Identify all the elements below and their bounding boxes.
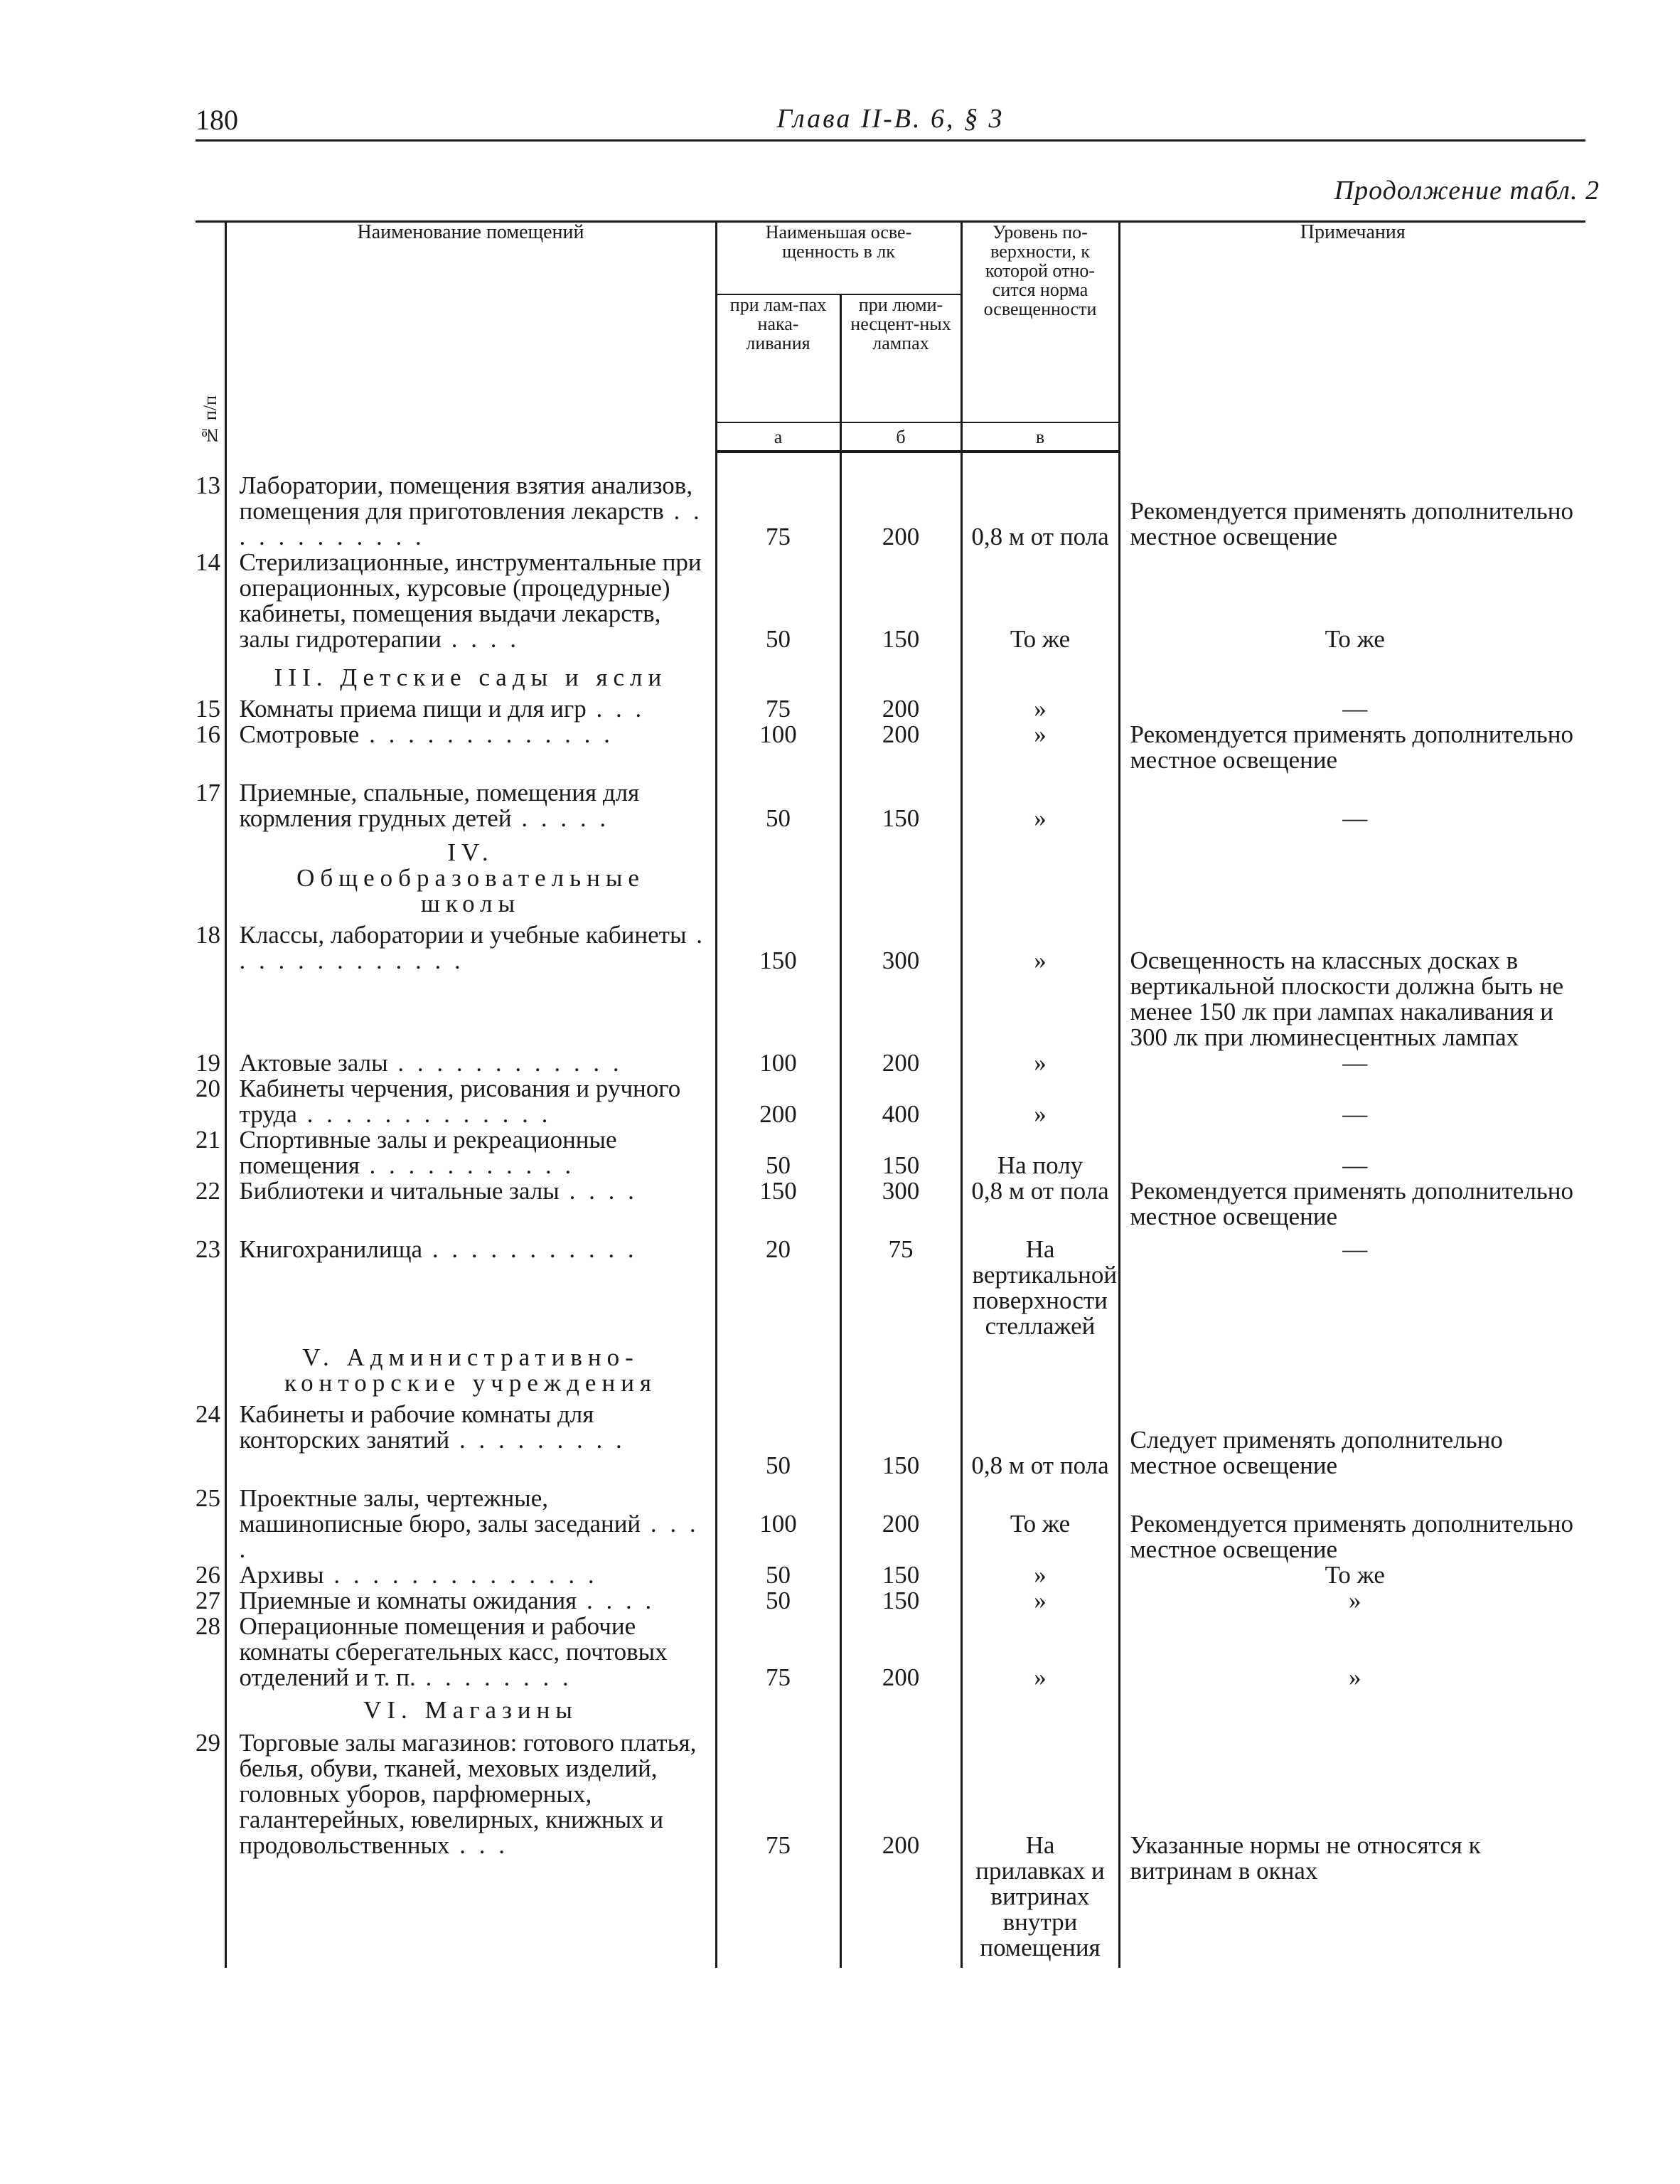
room-name: Лаборатории, помещения взятия анализов, помещения для приготовления лекарств . . . . . . . . . . . . — [225, 473, 716, 550]
room-name: Актовые залы . . . . . . . . . . . . — [225, 1050, 716, 1076]
section-heading: VI. Магазины — [225, 1690, 716, 1730]
table-row — [196, 1588, 1585, 1614]
header-rule — [196, 139, 1585, 142]
page-number: 180 — [196, 104, 238, 136]
col-header-notes: Примечания — [1119, 222, 1585, 452]
room-name: Торговые залы магазинов: готового платья, белья, обуви, тканей, меховых изделий, головных уборов, парфюмерных, галантерейных, ювелирных, книжных и продовольственных . . . — [225, 1730, 716, 1968]
value-incandescent: 100 — [716, 1479, 840, 1562]
surface-level: На вертикальной поверхности стеллажей — [961, 1230, 1119, 1339]
value-fluorescent: 200 — [840, 473, 961, 550]
col-header-number-text: № п/п — [199, 395, 220, 446]
surface-level: 0,8 м от пола — [961, 1402, 1119, 1479]
table-row — [196, 1127, 1585, 1178]
section-row — [196, 1690, 1585, 1730]
section-row — [196, 1339, 1585, 1402]
value-incandescent: 150 — [716, 1178, 840, 1230]
value-incandescent: 50 — [716, 1588, 840, 1614]
table-row — [196, 1230, 1585, 1339]
section-heading: III. Детские сады и ясли — [225, 652, 716, 696]
note: — — [1119, 696, 1585, 722]
value-fluorescent: 150 — [840, 550, 961, 652]
note: — — [1119, 1076, 1585, 1127]
note: Освещенность на классных досках в вертикальной плоскости должна быть не менее 150 лк при лампах накаливания и 300 лк при люминесцентных лампах — [1119, 922, 1585, 1050]
row-number: 22 — [196, 1177, 220, 1205]
col-header-number — [196, 222, 225, 452]
value-incandescent: 100 — [716, 1050, 840, 1076]
table-continuation-label: Продолжение табл. 2 — [1334, 176, 1600, 206]
note: То же — [1119, 550, 1585, 652]
surface-level: На полу — [961, 1127, 1119, 1178]
table-row — [196, 1402, 1585, 1479]
row-number: 26 — [196, 1561, 220, 1589]
col-letter-a: а — [716, 422, 840, 452]
note: Указанные нормы не относятся к витринам в окнах — [1119, 1730, 1585, 1968]
note: Рекомендуется применять дополнительно местное освещение — [1119, 473, 1585, 550]
room-name: Проектные залы, чертежные, машинописные бюро, залы заседаний . . . . — [225, 1479, 716, 1562]
surface-level: » — [961, 722, 1119, 773]
value-fluorescent: 200 — [840, 1614, 961, 1690]
table-row — [196, 1614, 1585, 1690]
row-number: 18 — [196, 921, 220, 949]
row-number: 17 — [196, 779, 220, 806]
col-letter-v: в — [961, 422, 1119, 452]
surface-level: » — [961, 1588, 1119, 1614]
surface-level: На прилавках и витринах внутри помещения — [961, 1730, 1119, 1968]
value-incandescent: 20 — [716, 1230, 840, 1339]
row-number: 25 — [196, 1484, 220, 1512]
note: — — [1119, 1230, 1585, 1339]
chapter-title: Глава II-В. 6, § 3 — [776, 104, 1005, 134]
section-heading: IV. Общеобразовательные школы — [225, 831, 716, 922]
table-row — [196, 1178, 1585, 1230]
value-fluorescent: 200 — [840, 696, 961, 722]
room-name: Смотровые . . . . . . . . . . . . . — [225, 722, 716, 773]
value-fluorescent: 200 — [840, 1050, 961, 1076]
surface-level: То же — [961, 1479, 1119, 1562]
table-row — [196, 550, 1585, 652]
note: — — [1119, 1050, 1585, 1076]
room-name: Стерилизационные, инструментальные при операционных, курсовые (процедурные) кабинеты, помещения выдачи лекарств, залы гидротерапии . . . . — [225, 550, 716, 652]
value-incandescent: 75 — [716, 473, 840, 550]
table-row — [196, 696, 1585, 722]
note: » — [1119, 1614, 1585, 1690]
value-incandescent: 75 — [716, 696, 840, 722]
surface-level: » — [961, 773, 1119, 831]
note: Рекомендуется применять дополнительно местное освещение — [1119, 1479, 1585, 1562]
room-name: Комнаты приема пищи и для игр . . . — [225, 696, 716, 722]
value-fluorescent: 400 — [840, 1076, 961, 1127]
value-fluorescent: 150 — [840, 1588, 961, 1614]
table-row — [196, 1479, 1585, 1562]
value-incandescent: 200 — [716, 1076, 840, 1127]
table-row — [196, 922, 1585, 1050]
room-name: Спортивные залы и рекреационные помещения . . . . . . . . . . . — [225, 1127, 716, 1178]
row-number: 20 — [196, 1075, 220, 1102]
room-name: Приемные, спальные, помещения для кормления грудных детей . . . . . — [225, 773, 716, 831]
page-header — [196, 103, 1585, 139]
row-number: 27 — [196, 1587, 220, 1614]
value-fluorescent: 150 — [840, 1127, 961, 1178]
surface-level: » — [961, 696, 1119, 722]
note: — — [1119, 1127, 1585, 1178]
note: » — [1119, 1588, 1585, 1614]
col-header-incandescent: при лам-пах нака-ливания — [716, 294, 840, 422]
value-incandescent: 50 — [716, 550, 840, 652]
value-fluorescent: 200 — [840, 722, 961, 773]
row-number: 23 — [196, 1235, 220, 1263]
value-incandescent: 50 — [716, 1562, 840, 1588]
surface-level: » — [961, 1050, 1119, 1076]
surface-level: » — [961, 1076, 1119, 1127]
col-letter-b: б — [840, 422, 961, 452]
surface-level: То же — [961, 550, 1119, 652]
value-incandescent: 50 — [716, 773, 840, 831]
table-row — [196, 773, 1585, 831]
table-row — [196, 1730, 1585, 1968]
room-name: Операционные помещения и рабочие комнаты сберегательных касс, почтовых отделений и т. п. . . . . . . . . — [225, 1614, 716, 1690]
illumination-table — [196, 220, 1585, 1968]
note: — — [1119, 773, 1585, 831]
row-number: 14 — [196, 548, 220, 576]
value-incandescent: 100 — [716, 722, 840, 773]
value-incandescent: 150 — [716, 922, 840, 1050]
col-header-name: Наименование помещений — [225, 222, 716, 452]
value-incandescent: 50 — [716, 1402, 840, 1479]
value-fluorescent: 150 — [840, 1402, 961, 1479]
value-incandescent: 75 — [716, 1730, 840, 1968]
row-number: 28 — [196, 1612, 220, 1640]
row-number: 21 — [196, 1126, 220, 1154]
room-name: Кабинеты черчения, рисования и ручного труда . . . . . . . . . . . . . — [225, 1076, 716, 1127]
row-number: 19 — [196, 1049, 220, 1077]
row-number: 13 — [196, 472, 220, 499]
table-row — [196, 1076, 1585, 1127]
surface-level: 0,8 м от пола — [961, 473, 1119, 550]
col-header-level: Уровень по-верхности, к которой отно-сится норма освещенности — [961, 222, 1119, 423]
value-incandescent: 50 — [716, 1127, 840, 1178]
row-number: 16 — [196, 720, 220, 748]
value-incandescent: 75 — [716, 1614, 840, 1690]
value-fluorescent: 200 — [840, 1730, 961, 1968]
room-name: Кабинеты и рабочие комнаты для конторских занятий . . . . . . . . . — [225, 1402, 716, 1479]
table-row — [196, 473, 1585, 550]
table-row — [196, 1562, 1585, 1588]
surface-level: » — [961, 1562, 1119, 1588]
note: Рекомендуется применять дополнительно местное освещение — [1119, 722, 1585, 773]
surface-level: » — [961, 1614, 1119, 1690]
room-name: Классы, лаборатории и учебные кабинеты . . . . . . . . . . . . . — [225, 922, 716, 1050]
note: Рекомендуется применять дополнительно местное освещение — [1119, 1178, 1585, 1230]
room-name: Книгохранилища . . . . . . . . . . . — [225, 1230, 716, 1339]
value-fluorescent: 150 — [840, 773, 961, 831]
row-number: 29 — [196, 1729, 220, 1757]
room-name: Приемные и комнаты ожидания . . . . — [225, 1588, 716, 1614]
room-name: Библиотеки и читальные залы . . . . — [225, 1178, 716, 1230]
col-header-illum-group: Наименьшая осве-щенность в лк — [716, 222, 961, 295]
value-fluorescent: 300 — [840, 922, 961, 1050]
row-number: 15 — [196, 695, 220, 723]
value-fluorescent: 200 — [840, 1479, 961, 1562]
note: Следует применять дополнительно местное освещение — [1119, 1402, 1585, 1479]
note: То же — [1119, 1562, 1585, 1588]
surface-level: 0,8 м от пола — [961, 1178, 1119, 1230]
section-heading: V. Административно-конторские учреждения — [225, 1339, 716, 1402]
col-header-fluorescent: при люми-несцент-ных лампах — [840, 294, 961, 422]
surface-level: » — [961, 922, 1119, 1050]
value-fluorescent: 75 — [840, 1230, 961, 1339]
table-row — [196, 722, 1585, 773]
value-fluorescent: 150 — [840, 1562, 961, 1588]
value-fluorescent: 300 — [840, 1178, 961, 1230]
room-name: Архивы . . . . . . . . . . . . . . — [225, 1562, 716, 1588]
row-number: 24 — [196, 1400, 220, 1428]
table-row — [196, 1050, 1585, 1076]
section-row — [196, 831, 1585, 922]
section-row — [196, 652, 1585, 696]
